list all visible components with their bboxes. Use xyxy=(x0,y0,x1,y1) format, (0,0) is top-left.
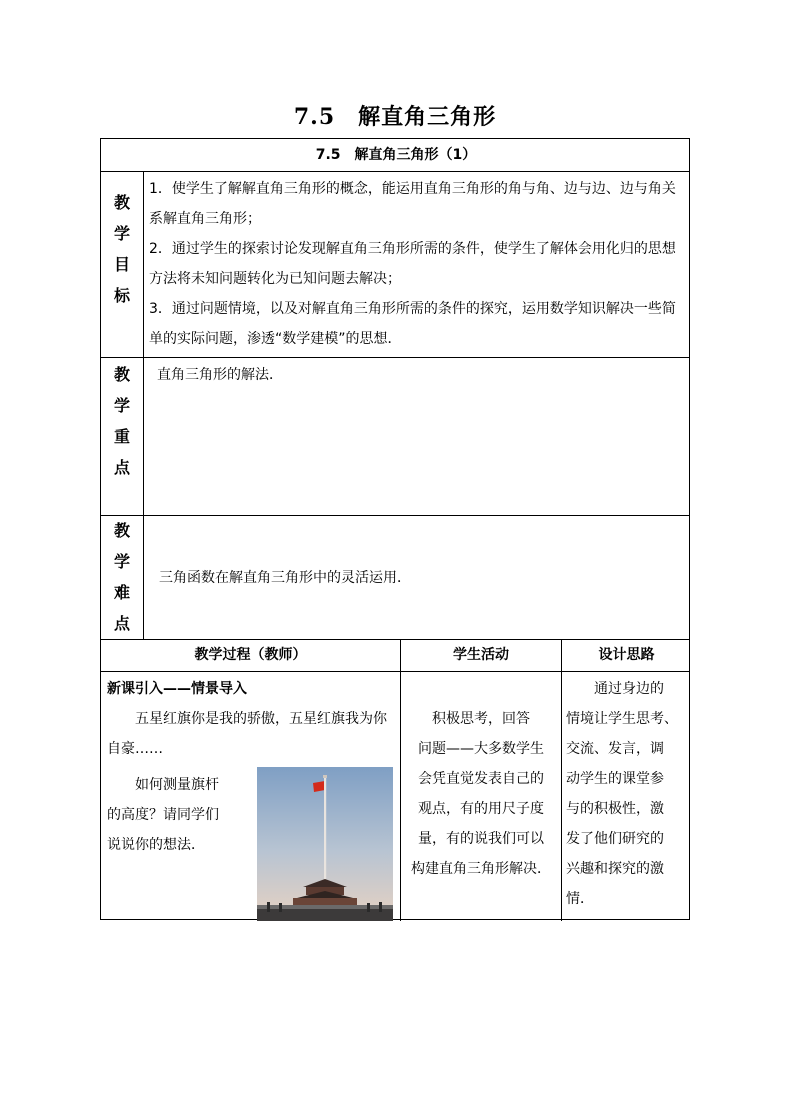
col-divider xyxy=(143,171,144,639)
col-divider xyxy=(400,639,401,921)
teacher-question xyxy=(107,770,252,860)
teacher-line: 说说你的想法． xyxy=(107,837,205,853)
student-line: 构建直角三角形解决． xyxy=(411,861,551,877)
difficulty-label xyxy=(101,515,143,639)
row-divider xyxy=(101,171,689,172)
lesson-subtitle: 7.5 解直角三角形（1） xyxy=(315,147,477,163)
design-line: 发了他们研究的 xyxy=(566,831,664,847)
label-char: 点 xyxy=(113,614,130,633)
design-line: 情． xyxy=(566,891,594,907)
design-line: 兴趣和探究的激 xyxy=(566,861,664,877)
label-char: 学 xyxy=(113,396,130,415)
teacher-line: 的高度？请同学们 xyxy=(107,807,219,823)
design-line: 与的积极性，激 xyxy=(566,801,664,817)
label-char: 教 xyxy=(113,365,130,384)
student-line: 积极思考，回答 xyxy=(432,711,530,727)
lesson-plan-table xyxy=(100,138,690,920)
design-line: 交流、发言，调 xyxy=(566,741,664,757)
objectives-label xyxy=(101,187,143,311)
label-char: 点 xyxy=(113,458,130,477)
row-divider xyxy=(101,357,689,358)
difficulty-text: 三角函数在解直角三角形中的灵活运用． xyxy=(159,570,411,586)
design-line: 情境让学生思考、 xyxy=(566,711,678,727)
label-char: 标 xyxy=(113,286,130,305)
label-char: 目 xyxy=(113,255,130,274)
header-teacher-process: 教学过程（教师） xyxy=(194,647,307,663)
header-design-idea: 设计思路 xyxy=(598,647,655,663)
design-idea-text xyxy=(566,674,688,914)
row-divider xyxy=(101,515,689,516)
teacher-heading: 新课引入——情景导入 xyxy=(107,681,247,697)
flagpole-photo xyxy=(257,767,393,921)
row-divider xyxy=(101,671,689,672)
student-line: 量，有的说我们可以 xyxy=(418,831,544,847)
student-line: 观点，有的用尺子度 xyxy=(418,801,544,817)
label-char: 教 xyxy=(113,193,130,212)
key-point-text: 直角三角形的解法． xyxy=(157,367,283,383)
label-char: 难 xyxy=(113,583,130,602)
label-char: 学 xyxy=(113,224,130,243)
design-line: 动学生的课堂参 xyxy=(566,771,664,787)
design-line: 通过身边的 xyxy=(594,681,664,697)
student-line: 问题——大多数学生 xyxy=(418,741,544,757)
teacher-line: 如何测量旗杆 xyxy=(135,777,219,793)
label-char: 重 xyxy=(113,427,130,446)
header-student-activity: 学生活动 xyxy=(453,647,509,663)
objective-item: 2．通过学生的探索讨论发现解直角三角形所需的条件，使学生了解体会用化归的思想方法将未知问题转化为已知问题去解决； xyxy=(149,241,676,287)
student-line: 会凭直觉发表自己的 xyxy=(418,771,544,787)
key-point-label xyxy=(101,359,143,483)
page-title: 7.5 解直角三角形 xyxy=(293,104,497,130)
objective-item: 3．通过问题情境，以及对解直角三角形所需的条件的探究，运用数学知识解决一些简单的实际问题，渗透“数学建模”的思想． xyxy=(149,301,676,347)
teacher-paragraph xyxy=(107,704,395,764)
objective-item: 1．使学生了解解直角三角形的概念，能运用直角三角形的角与角、边与边、边与角关系解直角三角形； xyxy=(149,181,676,227)
label-char: 学 xyxy=(113,552,130,571)
objectives-content xyxy=(149,174,685,354)
col-divider xyxy=(561,639,562,921)
teacher-text: 五星红旗你是我的骄傲，五星红旗我为你自豪…… xyxy=(107,711,387,757)
label-char: 教 xyxy=(113,521,130,540)
student-activity-text xyxy=(403,704,559,884)
